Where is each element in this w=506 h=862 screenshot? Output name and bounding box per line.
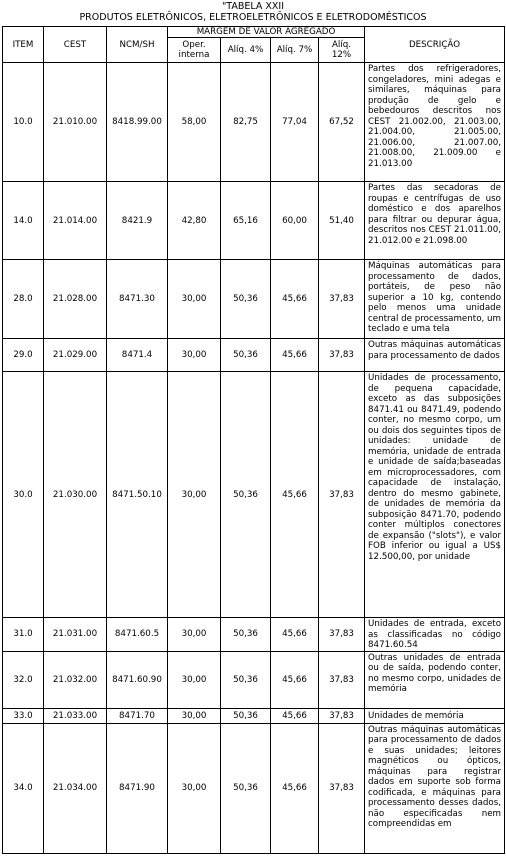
cell-item: 34.0	[3, 723, 44, 853]
cell-aliq-12: 67,52	[319, 63, 365, 182]
header-aliq-12: Alíq. 12%	[319, 38, 365, 63]
header-aliq-4: Alíq. 4%	[221, 38, 271, 63]
cell-aliq-4: 50,36	[221, 372, 271, 618]
cell-aliq-12: 37,83	[319, 708, 365, 723]
cell-description: Outras unidades de entrada ou de saída, podendo conter, no mesmo corpo, unidades de memória	[365, 651, 505, 708]
cell-aliq-4: 82,75	[221, 63, 271, 182]
table-row	[3, 260, 505, 339]
cell-aliq-4: 50,36	[221, 339, 271, 372]
cell-item: 28.0	[3, 260, 44, 339]
cell-description: Unidades de entrada, exceto as classificadas no código 8471.60.54	[365, 618, 505, 652]
cell-cest: 21.033.00	[44, 708, 107, 723]
table-subtitle: PRODUTOS ELETRÔNICOS, ELETROELETRÔNICOS E ELETRODOMÉSTICOS	[79, 12, 427, 23]
cell-ncm: 8471.30	[107, 260, 168, 339]
header-item: ITEM	[3, 27, 44, 63]
cell-description: Unidades de memória	[365, 708, 505, 723]
cell-aliq-7: 45,66	[271, 372, 319, 618]
cell-aliq-7: 77,04	[271, 63, 319, 182]
cell-ncm: 8418.99.00	[107, 63, 168, 182]
cell-item: 10.0	[3, 63, 44, 182]
cell-item: 32.0	[3, 651, 44, 708]
table-row	[3, 651, 505, 708]
cell-cest: 21.030.00	[44, 372, 107, 618]
cell-description: Outras máquinas automáticas para processamento de dados e suas unidades; leitores magnéticos ou ópticos, máquinas para registrar dados em suporte sob forma codificada, e máquinas para processamento desses dados, não especificadas nem compreendidas em	[365, 723, 505, 853]
cell-aliq-4: 65,16	[221, 182, 271, 260]
cell-oper: 30,00	[168, 372, 221, 618]
cell-cest: 21.031.00	[44, 618, 107, 652]
cell-oper: 30,00	[168, 618, 221, 652]
cell-ncm: 8471.60.5	[107, 618, 168, 652]
table-row	[3, 182, 505, 260]
cell-cest: 21.029.00	[44, 339, 107, 372]
header-mva-group: MARGEM DE VALOR AGREGADO	[168, 27, 365, 38]
cell-cest: 21.010.00	[44, 63, 107, 182]
cell-aliq-7: 45,66	[271, 339, 319, 372]
header-description: DESCRIÇÃO	[365, 27, 505, 63]
header-aliq-7: Alíq. 7%	[271, 38, 319, 63]
cell-cest: 21.014.00	[44, 182, 107, 260]
cell-aliq-12: 37,83	[319, 260, 365, 339]
cell-oper: 30,00	[168, 723, 221, 853]
cell-aliq-12: 37,83	[319, 651, 365, 708]
cell-ncm: 8471.60.90	[107, 651, 168, 708]
table-title: "TABELA XXII	[221, 1, 285, 12]
table-row	[3, 708, 505, 723]
table-row	[3, 339, 505, 372]
cell-item: 30.0	[3, 372, 44, 618]
cell-aliq-4: 50,36	[221, 723, 271, 853]
cell-oper: 30,00	[168, 339, 221, 372]
header-cest: CEST	[44, 27, 107, 63]
cell-description: Outras máquinas automáticas para processamento de dados	[365, 339, 505, 372]
cell-item: 31.0	[3, 618, 44, 652]
cell-item: 33.0	[3, 708, 44, 723]
table-row	[3, 723, 505, 853]
cell-description: Máquinas automáticas para processamento de dados, portáteis, de peso não superior a 10 kg, contendo pelo menos uma unidade central de processamento, um teclado e uma tela	[365, 260, 505, 339]
cell-aliq-12: 37,83	[319, 339, 365, 372]
cell-aliq-7: 45,66	[271, 723, 319, 853]
cell-ncm: 8471.4	[107, 339, 168, 372]
cell-cest: 21.032.00	[44, 651, 107, 708]
cell-aliq-4: 50,36	[221, 651, 271, 708]
cell-aliq-12: 37,83	[319, 618, 365, 652]
cell-aliq-12: 37,83	[319, 723, 365, 853]
cell-aliq-7: 45,66	[271, 651, 319, 708]
cell-description: Unidades de processamento, de pequena capacidade, exceto as das subposições 8471.41 ou 8471.49, podendo conter, no mesmo corpo, um ou dois dos seguintes tipos de unidades: unidade de memória, unidade de entrada e unidade de saída;baseadas em microprocessadores, com capacidade de instalação, dentro do mesmo gabinete, de unidades de memória da subposição 8471.70, podendo conter múltiplos conectores de expansão ("slots"), e valor FOB inferior ou igual a US$ 12.500,00, por unidade	[365, 372, 505, 618]
cell-ncm: 8471.50.10	[107, 372, 168, 618]
cell-item: 14.0	[3, 182, 44, 260]
cell-aliq-4: 50,36	[221, 708, 271, 723]
cell-ncm: 8471.90	[107, 723, 168, 853]
cell-aliq-7: 45,66	[271, 260, 319, 339]
cell-aliq-7: 60,00	[271, 182, 319, 260]
cell-ncm: 8471.70	[107, 708, 168, 723]
cell-oper: 42,80	[168, 182, 221, 260]
cell-ncm: 8421.9	[107, 182, 168, 260]
cell-oper: 58,00	[168, 63, 221, 182]
cell-item: 29.0	[3, 339, 44, 372]
header-ncm: NCM/SH	[107, 27, 168, 63]
cell-cest: 21.028.00	[44, 260, 107, 339]
cell-aliq-7: 45,66	[271, 618, 319, 652]
table-row	[3, 372, 505, 618]
cell-description: Partes dos refrigeradores, congeladores, mini adegas e similares, máquinas para produção de gelo e bebedouros descritos nos CEST 21.002.00, 21.003.00, 21.004.00, 21.005.00, 21.006.00, 21.007.00, 21.008.00, 21.009.00 e 21.013.00	[365, 63, 505, 182]
cell-aliq-12: 51,40	[319, 182, 365, 260]
cell-description: Partes das secadoras de roupas e centrífugas de uso doméstico e dos aparelhos para filtrar ou depurar água, descritos nos CEST 21.011.00, 21.012.00 e 21.098.00	[365, 182, 505, 260]
cell-oper: 30,00	[168, 708, 221, 723]
table-row	[3, 618, 505, 652]
cell-aliq-4: 50,36	[221, 618, 271, 652]
cell-aliq-12: 37,83	[319, 372, 365, 618]
cell-aliq-7: 45,66	[271, 708, 319, 723]
cell-aliq-4: 50,36	[221, 260, 271, 339]
cell-cest: 21.034.00	[44, 723, 107, 853]
cell-oper: 30,00	[168, 651, 221, 708]
cell-oper: 30,00	[168, 260, 221, 339]
table-row	[3, 63, 505, 182]
header-oper-interna: Oper. interna	[168, 38, 221, 63]
products-table	[2, 26, 505, 854]
